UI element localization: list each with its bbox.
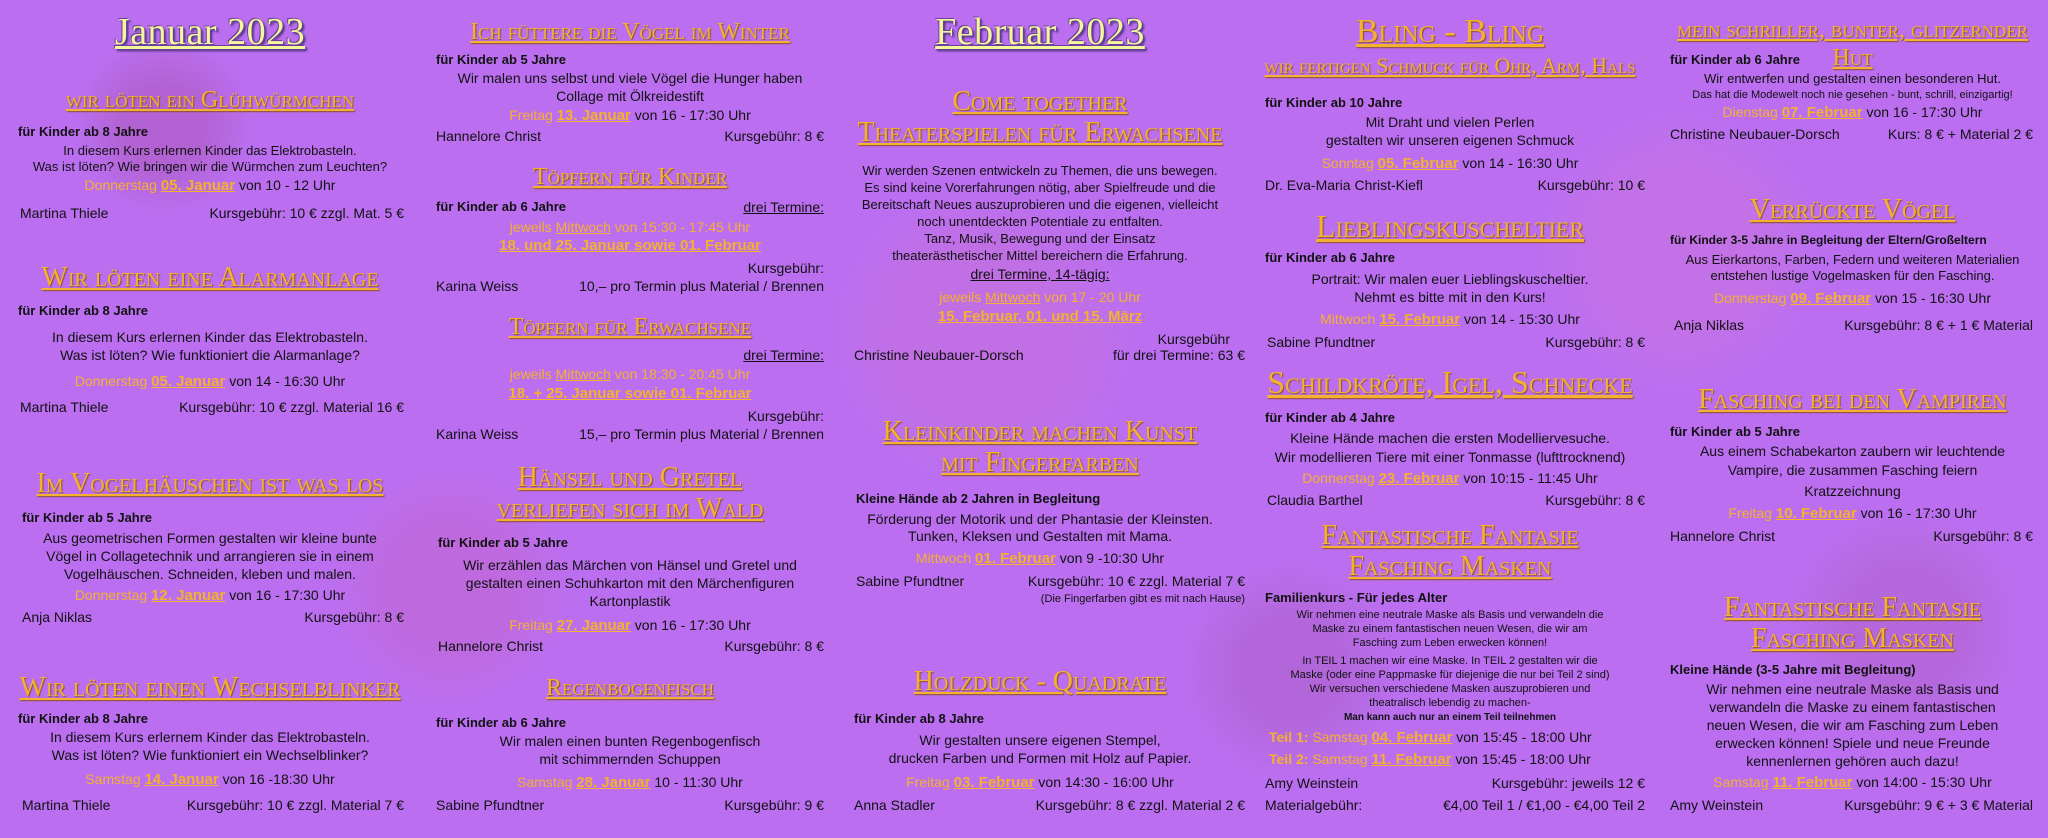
course-desc: Was ist löten? Wie funktioniert ein Wechselblinker? (51, 747, 369, 763)
course-title: Fantastische Fantasie Fasching Masken (1723, 592, 1982, 654)
course-fee: Kursgebühr: 10 € zzgl. Material 7 € (1027, 573, 1245, 589)
course-schedule: Freitag 13. Januar von 16 - 17:30 Uhr (509, 107, 751, 124)
course-instructor: Karina Weiss (436, 426, 519, 442)
column-januar-1 (0, 0, 420, 838)
course-fee: 15,– pro Termin plus Material / Brennen (579, 426, 824, 442)
course-fee: Kursgebühr: 8 € (1933, 528, 2033, 544)
course-schedule: Samstag 11. Februar von 14:00 - 15:30 Uhr (1713, 774, 1992, 791)
course-age: für Kinder ab 6 Jahre (1670, 52, 1801, 67)
course-age: für Kinder ab 6 Jahre (436, 199, 567, 214)
course-age: für Kinder 3-5 Jahre in Begleitung der Eltern/Großeltern (1670, 233, 1987, 247)
course-desc: gestalten wir unseren eigenen Schmuck (1325, 132, 1575, 148)
course-desc: Das hat die Modewelt noch nie gesehen - bunt, schrill, einzigartig! (1692, 89, 2013, 101)
course-age: für Kinder ab 10 Jahre (1265, 95, 1403, 110)
course-instructor: Dr. Eva-Maria Christ-Kiefl (1265, 177, 1423, 193)
course-desc: Kleine Hände machen die ersten Modelliervesuche. (1290, 430, 1610, 446)
course-desc: Es sind keine Vorerfahrungen nötig, aber Spielfreude und die (864, 180, 1216, 195)
course-title: wir löten ein Glühwürmchen (65, 87, 355, 113)
course-note: Man kann auch nur an einem Teil teilnehmen (1343, 712, 1557, 723)
course-title: Töpfern für Erwachsene (508, 314, 752, 340)
course-age: für Kinder ab 4 Jahre (1265, 410, 1396, 425)
course-instructor: Sabine Pfundtner (436, 797, 545, 813)
course-fee: Kursgebühr: 10 € (1537, 177, 1645, 193)
course-age: Kleine Hände (3-5 Jahre mit Begleitung) (1670, 662, 1916, 677)
course-desc: gestalten einen Schuhkarton mit den Märchenfiguren (465, 575, 795, 591)
course-schedule: jeweils Mittwoch von 15:30 - 17:45 Uhr (509, 219, 751, 235)
course-fee: Kursgebühr: 10 € zzgl. Material 16 € (179, 399, 404, 415)
course-title: Hänsel und Gretel verliefen sich im Wald (496, 462, 764, 524)
course-date: 05. Januar (160, 177, 236, 194)
course-desc: Vogelhäuschen. Schneiden, kleben und malen. (64, 566, 356, 582)
course-fee: Kursgebühr: 10 € zzgl. Mat. 5 € (209, 205, 404, 221)
course-age: für Kinder ab 8 Jahre (18, 124, 149, 139)
course-schedule: Mittwoch 01. Februar von 9 -10:30 Uhr (915, 550, 1165, 567)
course-desc: Vögel in Collagetechnik und arrangieren sie in einem (46, 548, 374, 564)
course-instructor: Martina Thiele (20, 205, 109, 221)
course-schedule: Donnerstag 12. Januar von 16 - 17:30 Uhr (74, 587, 346, 604)
course-desc: Wir nehmen eine neutrale Maske als Basis und (1706, 681, 1999, 697)
course-title: mein schriller, bunter, glitzernder Hut (1676, 17, 2029, 71)
course-desc: Wir gestalten unsere eigenen Stempel, (919, 732, 1161, 748)
course-desc: Bereitschaft Neues auszuprobieren und die eigenen, vielleicht (861, 197, 1219, 212)
course-desc: Wir versuchen verschiedene Masken auszuprobieren und (1309, 683, 1591, 695)
month-heading: Januar 2023 (114, 11, 306, 53)
course-schedule: Dienstag 07. Februar von 16 - 17:30 Uhr (1722, 104, 1983, 121)
course-schedule: Mittwoch 15. Februar von 14 - 15:30 Uhr (1320, 311, 1580, 328)
course-desc: verwandeln die Maske zu einem fantastischen (1709, 699, 1996, 715)
course-title: Im Vogelhäuschen ist was los (36, 468, 384, 499)
course-terms: drei Termine: (743, 199, 824, 215)
course-title: Fasching bei den Vampiren (1698, 384, 2007, 415)
course-desc: In diesem Kurs erlernen Kinder das Elektrobasteln. (52, 329, 368, 345)
course-instructor: Claudia Barthel (1267, 492, 1363, 508)
course-instructor: Christine Neubauer-Dorsch (854, 347, 1024, 363)
course-fee-label: Kursgebühr (1157, 331, 1230, 347)
course-schedule: Freitag 27. Januar von 16 - 17:30 Uhr (509, 617, 751, 634)
course-desc: Aus einem Schabekarton zaubern wir leuchtende (1699, 443, 2006, 459)
course-schedule: Freitag 10. Februar von 16 - 17:30 Uhr (1728, 505, 1977, 522)
course-dates: 18. + 25. Januar sowie 01. Februar (508, 385, 752, 402)
course-desc: Was ist löten? Wie funktioniert die Alarmanlage? (60, 347, 360, 363)
course-desc: Wir entwerfen und gestalten einen besonderen Hut. (1703, 71, 2002, 86)
course-desc: Wir malen einen bunten Regenbogenfisch (499, 733, 761, 749)
course-desc: Kartonplastik (589, 593, 671, 609)
course-dates: 15. Februar, 01. und 15. März (937, 308, 1143, 325)
course-desc: Was ist löten? Wie bringen wir die Würmchen zum Leuchten? (32, 159, 388, 174)
course-fee: Kursgebühr: 9 € (724, 797, 824, 813)
course-desc: Wir erzählen das Märchen von Hänsel und Gretel und (463, 557, 797, 573)
course-title: Come together Theaterspielen für Erwachsene (857, 86, 1223, 148)
course-fee: Kursgebühr: jeweils 12 € (1491, 775, 1645, 791)
course-age: für Kinder ab 6 Jahre (1265, 250, 1396, 265)
month-heading: Februar 2023 (935, 11, 1145, 53)
course-age: für Kinder ab 5 Jahre (22, 510, 153, 525)
course-part-2: Teil 2: Samstag 11. Februar von 15:45 - 18:00 Uhr (1269, 751, 1591, 768)
course-fee: Kurs: 8 € + Material 2 € (1887, 126, 2033, 142)
course-fee-label: Kursgebühr: (747, 408, 824, 424)
course-schedule: Donnerstag 09. Februar von 15 - 16:30 Uhr (1713, 290, 1991, 307)
course-fee: Kursgebühr: 8 € (1545, 334, 1645, 350)
course-desc: Fasching zum Leben erwecken können! (1352, 637, 1548, 649)
column-februar-3 (1660, 0, 2045, 838)
course-desc: Maske zu einem fantastischen neuen Wesen, die wir am (1312, 623, 1588, 635)
course-desc: Tanz, Musik, Bewegung und der Einsatz (924, 231, 1156, 246)
course-title: Bling - Bling wir fertigen Schmuck für Ohr, Arm, Hals (1264, 13, 1636, 78)
column-februar-1 (840, 0, 1245, 838)
course-age: Kleine Hände ab 2 Jahren in Begleitung (856, 491, 1101, 506)
course-title: Holzduck - Quadrate (913, 666, 1167, 697)
course-desc: Förderung der Motorik und der Phantasie der Kleinsten. (867, 511, 1213, 527)
course-desc: In diesem Kurs erlernen Kinder das Elektrobasteln. (63, 143, 357, 158)
course-age: für Kinder ab 8 Jahre (854, 711, 985, 726)
course-schedule: jeweils Mittwoch von 17 - 20 Uhr (939, 289, 1141, 305)
course-instructor: Hannelore Christ (1670, 528, 1776, 544)
material-fee-label: Materialgebühr: (1265, 797, 1363, 813)
course-part-1: Teil 1: Samstag 04. Februar von 15:45 - 18:00 Uhr (1269, 729, 1592, 746)
course-desc: In TEIL 1 machen wir eine Maske. In TEIL 2 gestalten wir die (1302, 655, 1598, 667)
course-title: Regenbogenfisch (545, 675, 715, 701)
course-time: von 10 - 12 Uhr (238, 177, 336, 193)
course-desc: erwecken können! Spiele und neue Freunde (1715, 735, 1990, 751)
course-title: Wir löten eine Alarmanlage (41, 262, 379, 293)
course-instructor: Amy Weinstein (1265, 775, 1359, 791)
course-fee: Kursgebühr: 8 € (724, 128, 824, 144)
course-schedule: Donnerstag 05. Januar von 14 - 16:30 Uhr (74, 373, 346, 390)
course-title: Lieblingskuscheltier (1315, 208, 1585, 244)
course-instructor: Hannelore Christ (438, 638, 544, 654)
course-desc: theatralisch lebendig zu machen- (1369, 697, 1531, 709)
course-fee: Kursgebühr: 8 € (724, 638, 824, 654)
course-age: Familienkurs - Für jedes Alter (1265, 590, 1448, 605)
course-desc: drucken Farben und Formen mit Holz auf Papier. (888, 750, 1192, 766)
course-day: Donnerstag (84, 177, 157, 193)
course-instructor: Anja Niklas (22, 609, 93, 625)
course-desc: Wir nehmen eine neutrale Maske als Basis und verwandeln die (1296, 609, 1604, 621)
course-desc: kennenlernen gehören auch dazu! (1746, 753, 1959, 769)
course-fee: Kursgebühr: 8 € (1545, 492, 1645, 508)
course-instructor: Martina Thiele (22, 797, 111, 813)
course-age: für Kinder ab 8 Jahre (18, 303, 149, 318)
course-note: (Die Fingerfarben gibt es mit nach Hause) (1040, 593, 1245, 605)
column-januar-2 (430, 0, 830, 838)
course-schedule: Samstag 28. Januar 10 - 11:30 Uhr (517, 774, 743, 791)
material-fee: €4,00 Teil 1 / €1,00 - €4,00 Teil 2 (1443, 797, 1645, 813)
course-fee: für drei Termine: 63 € (1112, 347, 1245, 363)
course-desc: Wir malen uns selbst und viele Vögel die Hunger haben (457, 70, 803, 86)
course-dates: 18. und 25. Januar sowie 01. Februar (499, 237, 761, 254)
course-title: Schildkröte, Igel, Schnecke (1267, 364, 1633, 400)
course-age: für Kinder ab 5 Jahre (436, 52, 567, 67)
course-age: für Kinder ab 8 Jahre (18, 711, 149, 726)
course-desc: Collage mit Ölkreidestift (556, 88, 704, 104)
course-instructor: Anja Niklas (1674, 317, 1745, 333)
course-age: für Kinder ab 6 Jahre (436, 715, 567, 730)
course-age: für Kinder ab 5 Jahre (1670, 424, 1801, 439)
course-fee-label: Kursgebühr: (747, 260, 824, 276)
course-instructor: Amy Weinstein (1670, 797, 1764, 813)
course-desc: neuen Wesen, die wir am Fasching zum Leben (1706, 717, 1999, 733)
course-age: für Kinder ab 5 Jahre (438, 535, 569, 550)
course-title: Töpfern für Kinder (532, 164, 728, 190)
course-desc: noch unentdeckten Potentiale zu entfalten. (917, 214, 1163, 229)
course-fee: Kursgebühr: 8 € (304, 609, 404, 625)
course-instructor: Anna Stadler (854, 797, 935, 813)
course-desc: Maske (oder eine Pappmaske für diejenige die nur bei Teil 2 sind) (1290, 669, 1610, 681)
course-desc: mit schimmernden Schuppen (539, 751, 721, 767)
course-fee: Kursgebühr: 8 € zzgl. Material 2 € (1035, 797, 1245, 813)
course-schedule (0, 177, 420, 194)
course-desc: Aus Eierkartons, Farben, Federn und weiteren Materialien (1685, 252, 2020, 267)
course-title: Verrückte Vögel (1749, 194, 1956, 225)
course-schedule: Samstag 14. Januar von 16 -18:30 Uhr (85, 771, 335, 788)
course-desc: Wir werden Szenen entwickeln zu Themen, die uns bewegen. (862, 163, 1218, 178)
course-fee: Kursgebühr: 8 € + 1 € Material (1844, 317, 2033, 333)
course-instructor: Christine Neubauer-Dorsch (1670, 126, 1840, 142)
course-desc: theaterästhetischer Mittel bereichern die Erfahrung. (892, 248, 1188, 263)
course-title: Kleinkinder machen Kunst mit Fingerfarben (882, 416, 1198, 478)
course-instructor: Hannelore Christ (436, 128, 542, 144)
course-instructor: Karina Weiss (436, 278, 519, 294)
course-title: Fantastische Fantasie Fasching Masken (1321, 520, 1579, 582)
course-desc: Wir modellieren Tiere mit einer Tonmasse (lufttrocknend) (1274, 449, 1626, 465)
course-terms: drei Termine: (743, 347, 824, 363)
course-instructor: Martina Thiele (20, 399, 109, 415)
course-schedule: jeweils Mittwoch von 18:30 - 20:45 Uhr (509, 366, 751, 382)
course-title: Wir löten einen Wechselblinker (19, 672, 401, 703)
course-desc: Mit Draht und vielen Perlen (1365, 114, 1535, 130)
course-desc: entstehen lustige Vogelmasken für den Fasching. (1710, 268, 1995, 283)
course-terms: drei Termine, 14-tägig: (970, 266, 1110, 282)
course-desc: Vampire, die zusammen Fasching feiern (1727, 462, 1978, 478)
course-fee: Kursgebühr: 9 € + 3 € Material (1844, 797, 2033, 813)
course-fee: 10,– pro Termin plus Material / Brennen (579, 278, 824, 294)
course-desc: Tunken, Kleksen und Gestalten mit Mama. (907, 528, 1173, 544)
course-instructor: Sabine Pfundtner (1267, 334, 1376, 350)
course-desc: Portrait: Wir malen euer Lieblingskuscheltier. (1311, 271, 1589, 287)
column-februar-2 (1255, 0, 1645, 838)
course-schedule: Donnerstag 23. Februar von 10:15 - 11:45 Uhr (1302, 470, 1598, 487)
course-desc: Aus geometrischen Formen gestalten wir kleine bunte (43, 530, 377, 546)
course-desc: In diesem Kurs erlernem Kinder das Elektrobasteln. (50, 729, 370, 745)
course-schedule: Sonntag 05. Februar von 14 - 16:30 Uhr (1321, 155, 1579, 172)
course-instructor: Sabine Pfundtner (856, 573, 965, 589)
course-desc: Nehmt es bitte mit in den Kurs! (1354, 289, 1546, 305)
course-desc: Kratzzeichnung (1804, 483, 1901, 499)
course-title: Ich füttere die Vögel im Winter (470, 19, 790, 45)
course-schedule: Freitag 03. Februar von 14:30 - 16:00 Uhr (906, 774, 1174, 791)
course-fee: Kursgebühr: 10 € zzgl. Material 7 € (186, 797, 404, 813)
